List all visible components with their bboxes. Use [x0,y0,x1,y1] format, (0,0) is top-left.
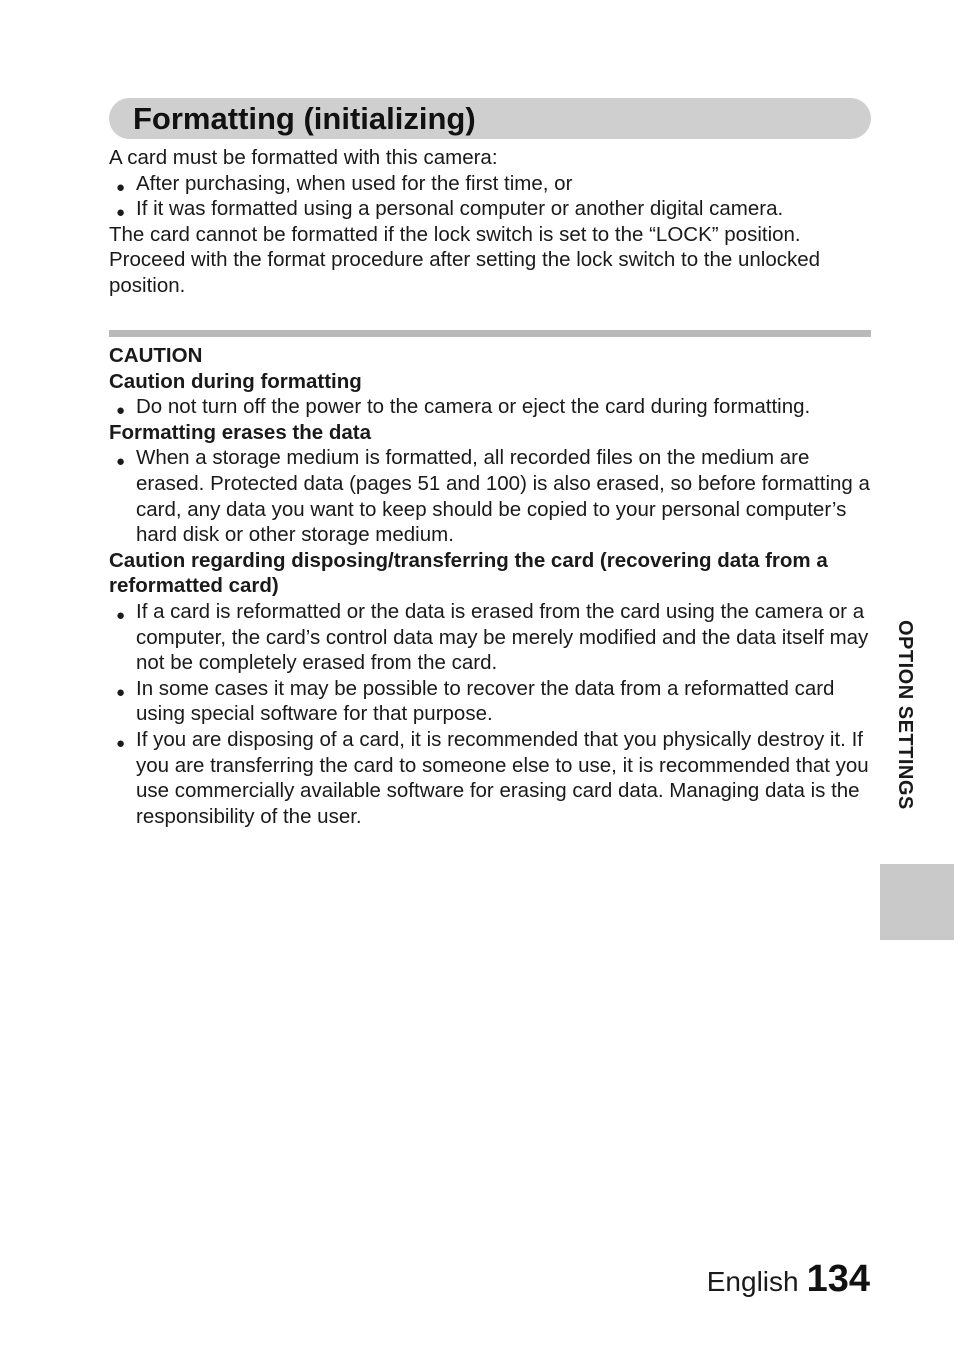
bullet-icon: ● [116,402,126,420]
list-item-text: After purchasing, when used for the first time, or [136,171,573,195]
list-item [109,599,879,676]
list-item [109,196,879,222]
footer-language: English [706,1266,799,1297]
caution-subheading: Caution regarding disposing/transferring the card (recovering data from a reformatted card) [109,548,828,598]
bullet-icon: ● [116,178,126,196]
bullet-icon: ● [116,453,126,471]
list-item [109,171,879,197]
title-bar [109,98,871,139]
list-item-text: If a card is reformatted or the data is erased from the card using the camera or a computer, the card’s control data may be merely modified and the data itself may not be completely erased from the card. [136,599,869,675]
caution-subheading: Formatting erases the data [109,420,372,444]
list-item [109,445,879,547]
caution-subheading: Caution during formatting [109,369,362,393]
caution-section [109,343,879,829]
list-item [109,727,879,829]
list-item-text: If it was formatted using a personal computer or another digital camera. [136,197,784,221]
list-item [109,676,879,727]
intro-lead: A card must be formatted with this camera: [109,146,498,169]
bullet-icon: ● [116,606,126,624]
section-side-label: OPTION SETTINGS [894,620,916,810]
intro-section [109,145,879,299]
intro-note: The card cannot be formatted if the lock switch is set to the “LOCK” position. Proceed with the format procedure after setting the lock switch to the unlocked position. [109,222,821,297]
list-item-text: When a storage medium is formatted, all recorded files on the medium are erased. Protected data (pages 51 and 100) is also erased, so before formatting a card, any data you want to keep should be copied to your personal computer’s hard disk or other storage medium. [136,446,870,547]
page-title: Formatting (initializing) [133,101,476,136]
bullet-icon: ● [116,683,126,701]
list-item-text: Do not turn off the power to the camera or eject the card during formatting. [136,395,811,419]
list-item [109,394,879,420]
page-number: 134 [806,1258,870,1300]
section-tab-marker [880,864,954,940]
bullet-icon: ● [116,204,126,222]
list-item-text: If you are disposing of a card, it is recommended that you physically destroy it. If you are transferring the card to someone else to use, it is recommended that you use commercially available software for erasing card data. Managing data is the responsibility of the user. [136,727,869,828]
list-item-text: In some cases it may be possible to recover the data from a reformatted card using special software for that purpose. [136,676,835,726]
caution-heading: CAUTION [109,344,203,367]
page-footer [707,1258,870,1301]
bullet-icon: ● [116,734,126,752]
section-divider [109,330,871,337]
